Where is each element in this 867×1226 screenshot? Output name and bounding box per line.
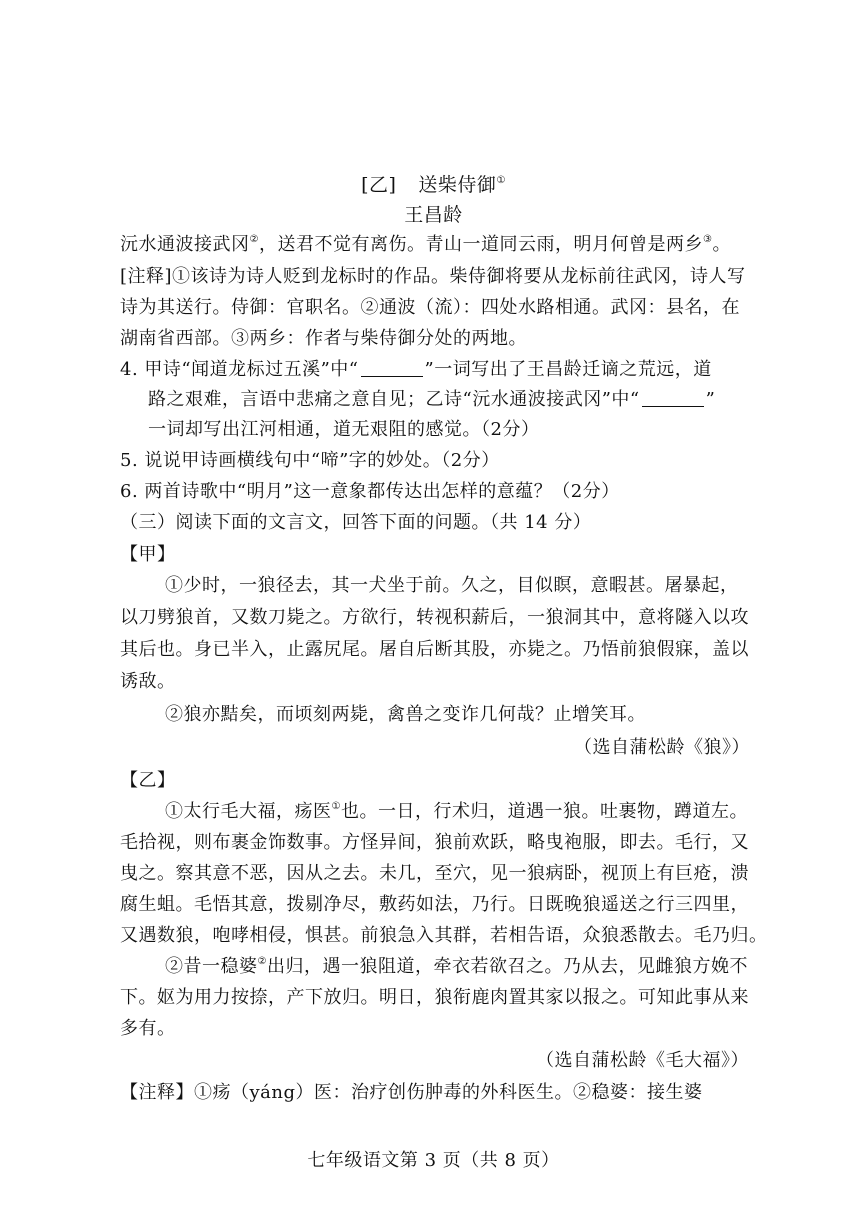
passage-yi-text: 也。一日，行术归，道遇一狼。吐裹物，蹲道左。	[340, 801, 748, 822]
passage-jia-line: 诱敌。	[120, 671, 176, 692]
poem-title-note: ①	[496, 175, 506, 186]
question-4-text: 路之艰难，言语中悲痛之意自见；乙诗“沅水通波接武冈”中“	[148, 389, 640, 410]
poem-line-b: ，送君不觉有离伤。青山一道同云雨，明月何曾是两乡	[258, 234, 703, 255]
passage-jia-source: （选自蒲松龄《狼》）	[574, 737, 750, 758]
passage-yi-note-1: ①	[331, 801, 341, 812]
poem-body	[120, 230, 731, 260]
passage-yi-text: 出归，遇一狼阻道，牵衣若欲召之。乃从去，见雌狼方娩不	[266, 956, 748, 977]
page-footer: 七年级语文第 3 页（共 8 页）	[307, 1150, 560, 1171]
passage-yi-line: 毛拾视，则布裹金饰数事。方怪异间，狼前欢跃，略曳袍服，即去。毛行，又	[120, 832, 749, 853]
passage-jia-line: ①少时，一狼径去，其一犬坐于前。久之，目似瞑，意暇甚。屠暴起，	[165, 575, 739, 596]
poem-note-line: [注释]①该诗为诗人贬到龙标时的作品。柴侍御将要从龙标前往武冈，诗人写	[120, 266, 746, 287]
poem-bracket: [乙]	[361, 174, 397, 196]
passage-yi-text: ①太行毛大福，疡医	[165, 801, 332, 822]
question-6: 6. 两首诗歌中“明月”这一意象都传达出怎样的意蕴？（2分）	[120, 481, 620, 502]
question-4-text: ”	[705, 389, 716, 410]
poem-line-end: 。	[712, 234, 731, 255]
passage-yi-text: ②昔一稳婆	[165, 956, 258, 977]
question-4-line-2	[148, 385, 715, 415]
poem-note-line: 诗为其送行。侍御：官职名。②通波（流）：四处水路相通。武冈：县名，在	[120, 297, 740, 318]
answer-blank[interactable]	[361, 358, 423, 377]
question-4-text: ”一词写出了王昌龄迁谪之荒远，道	[424, 359, 712, 380]
passage-yi-first-line	[165, 797, 748, 827]
question-4-line-3: 一词却写出江河相通，道无艰阻的感觉。（2分）	[148, 419, 540, 440]
passage-jia-label: 【甲】	[120, 544, 176, 565]
passage-yi-label: 【乙】	[120, 770, 176, 791]
passage-jia-line: ②狼亦黠矣，而顷刻两毙，禽兽之变诈几何哉？止增笑耳。	[165, 704, 646, 725]
poem-title-line	[0, 170, 867, 200]
poem-line-a: 沅水通波接武冈	[120, 234, 250, 255]
poem-title: 送柴侍御	[418, 174, 497, 196]
passage-yi-second-para	[165, 952, 748, 982]
question-4-line-1	[120, 355, 712, 385]
poem-note-2: ②	[249, 234, 259, 245]
poem-note-line: 湖南省西部。③两乡：作者与柴侍御分处的两地。	[120, 328, 527, 349]
section-3-heading: （三）阅读下面的文言文，回答下面的问题。（共 14 分）	[120, 512, 592, 533]
poem-note-3: ③	[702, 234, 713, 245]
question-4-text: 4. 甲诗“闻道龙标过五溪”中“	[120, 359, 359, 380]
passage-yi-line: 曳之。察其意不恶，因从之去。未几，至穴，见一狼病卧，视顶上有巨疮，溃	[120, 863, 749, 884]
passage-yi-line: 下。妪为用力按捺，产下放归。明日，狼衔鹿肉置其家以报之。可知此事从来	[120, 987, 749, 1008]
poem-author: 王昌龄	[404, 204, 463, 226]
passage-yi-source: （选自蒲松龄《毛大福》）	[536, 1050, 749, 1071]
question-5: 5. 说说甲诗画横线句中“啼”字的妙处。（2分）	[120, 450, 500, 471]
passage-yi-line: 又遇数狼，咆哮相侵，惧甚。前狼急入其群，若相告语，众狼悉散去。毛乃归。	[120, 925, 768, 946]
passage-jia-line: 其后也。身已半入，止露尻尾。屠自后断其股，亦毙之。乃悟前狼假寐，盖以	[120, 639, 749, 660]
passage-jia-line: 以刀劈狼首，又数刀毙之。方欲行，转视积薪后，一狼洞其中，意将隧入以攻	[120, 607, 749, 628]
passage-yi-note-2: ②	[257, 956, 267, 967]
passage-yi-line: 多有。	[120, 1018, 176, 1039]
passage-yi-line: 腐生蛆。毛悟其意，拨剔净尽，敷药如法，乃行。日既晚狼遥送之行三四里，	[120, 894, 749, 915]
passage-yi-notes: 【注释】①疡（yáng）医：治疗创伤肿毒的外科医生。②稳婆：接生婆	[120, 1082, 703, 1103]
answer-blank[interactable]	[642, 388, 704, 407]
